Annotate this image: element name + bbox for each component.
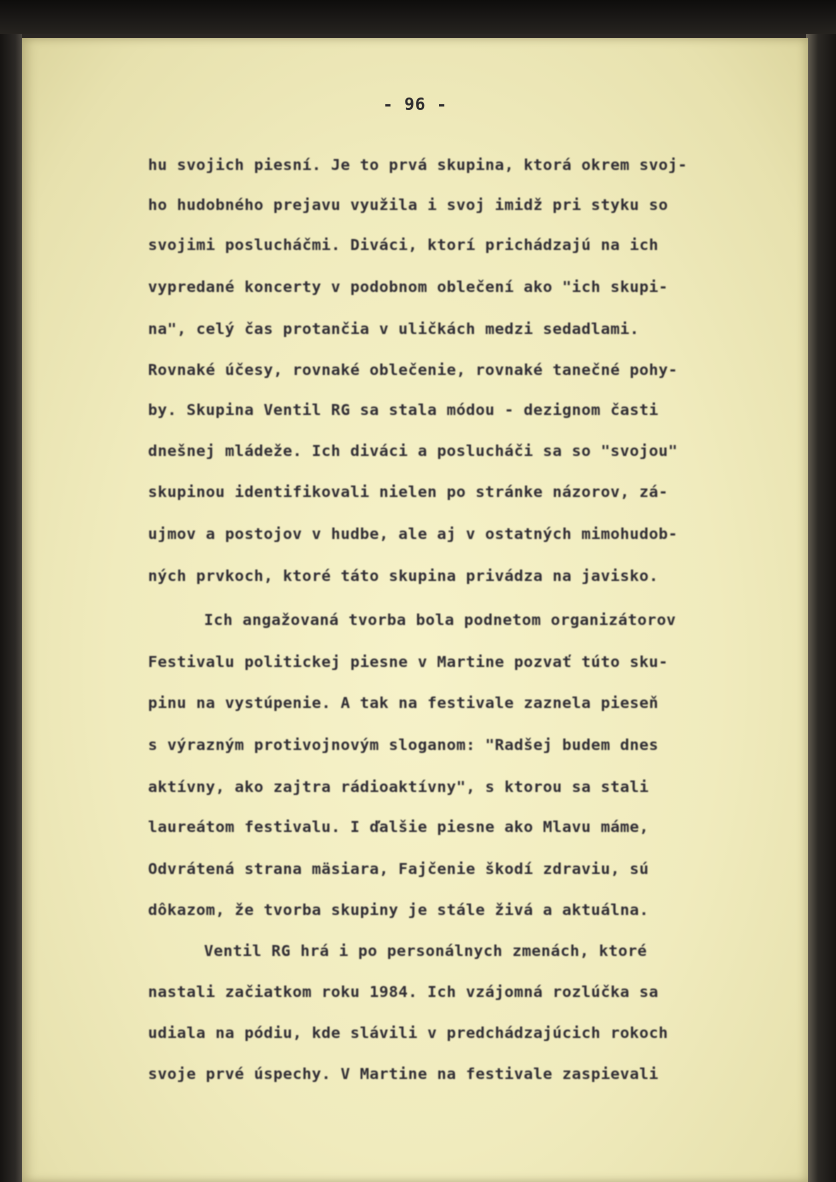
text-line: dôkazom, že tvorba skupiny je stále živá a aktuálna. xyxy=(148,901,649,919)
text-line: s výrazným protivojnovým sloganom: "Radšej budem dnes xyxy=(148,736,659,754)
text-line: skupinou identifikovali nielen po stránke názorov, zá- xyxy=(148,483,669,501)
book-gutter-shadow xyxy=(0,34,22,1182)
text-line: Odvrátená strana mäsiara, Fajčenie škodí zdraviu, sú xyxy=(148,860,649,878)
text-line: na", celý čas protančia v uličkách medzi sedadlami. xyxy=(148,320,640,338)
text-line: Festivalu politickej piesne v Martine pozvať túto sku- xyxy=(148,653,669,671)
text-line: svojimi poslucháčmi. Diváci, ktorí prichádzajú na ich xyxy=(148,236,659,254)
text-line: Rovnaké účesy, rovnaké oblečenie, rovnaké tanečné pohy- xyxy=(148,361,678,379)
page-edge-shadow xyxy=(806,34,836,1182)
text-line: dnešnej mládeže. Ich diváci a poslucháči sa so "svojou" xyxy=(148,442,678,460)
text-line: udiala na pódiu, kde slávili v predchádzajúcich rokoch xyxy=(148,1024,669,1042)
text-line: by. Skupina Ventil RG sa stala módou - dezignom časti xyxy=(148,401,659,419)
text-line: hu svojich piesní. Je to prvá skupina, ktorá okrem svoj- xyxy=(148,156,688,174)
text-line: Ventil RG hrá i po personálnych zmenách, ktoré xyxy=(204,942,648,960)
document-page xyxy=(22,38,808,1182)
text-line: pinu na vystúpenie. A tak na festivale zaznela pieseň xyxy=(148,694,659,712)
text-line: ných prvkoch, ktoré táto skupina privádza na javisko. xyxy=(148,567,659,585)
text-line: ujmov a postojov v hudbe, ale aj v ostatných mimohudob- xyxy=(148,525,678,543)
text-line: aktívny, ako zajtra rádioaktívny", s ktorou sa stali xyxy=(148,778,649,796)
text-line: vypredané koncerty v podobnom oblečení ako "ich skupi- xyxy=(148,278,669,296)
text-line: laureátom festivalu. I ďalšie piesne ako Mlavu máme, xyxy=(148,818,649,836)
text-line: nastali začiatkom roku 1984. Ich vzájomná rozlúčka sa xyxy=(148,983,659,1001)
text-line: ho hudobného prejavu využila i svoj imidž pri styku so xyxy=(148,196,669,214)
scan-dark-edge xyxy=(0,0,836,34)
text-line: Ich angažovaná tvorba bola podnetom organizátorov xyxy=(204,611,676,629)
page-number: - 96 - xyxy=(382,95,448,115)
text-line: svoje prvé úspechy. V Martine na festivale zaspievali xyxy=(148,1065,659,1083)
